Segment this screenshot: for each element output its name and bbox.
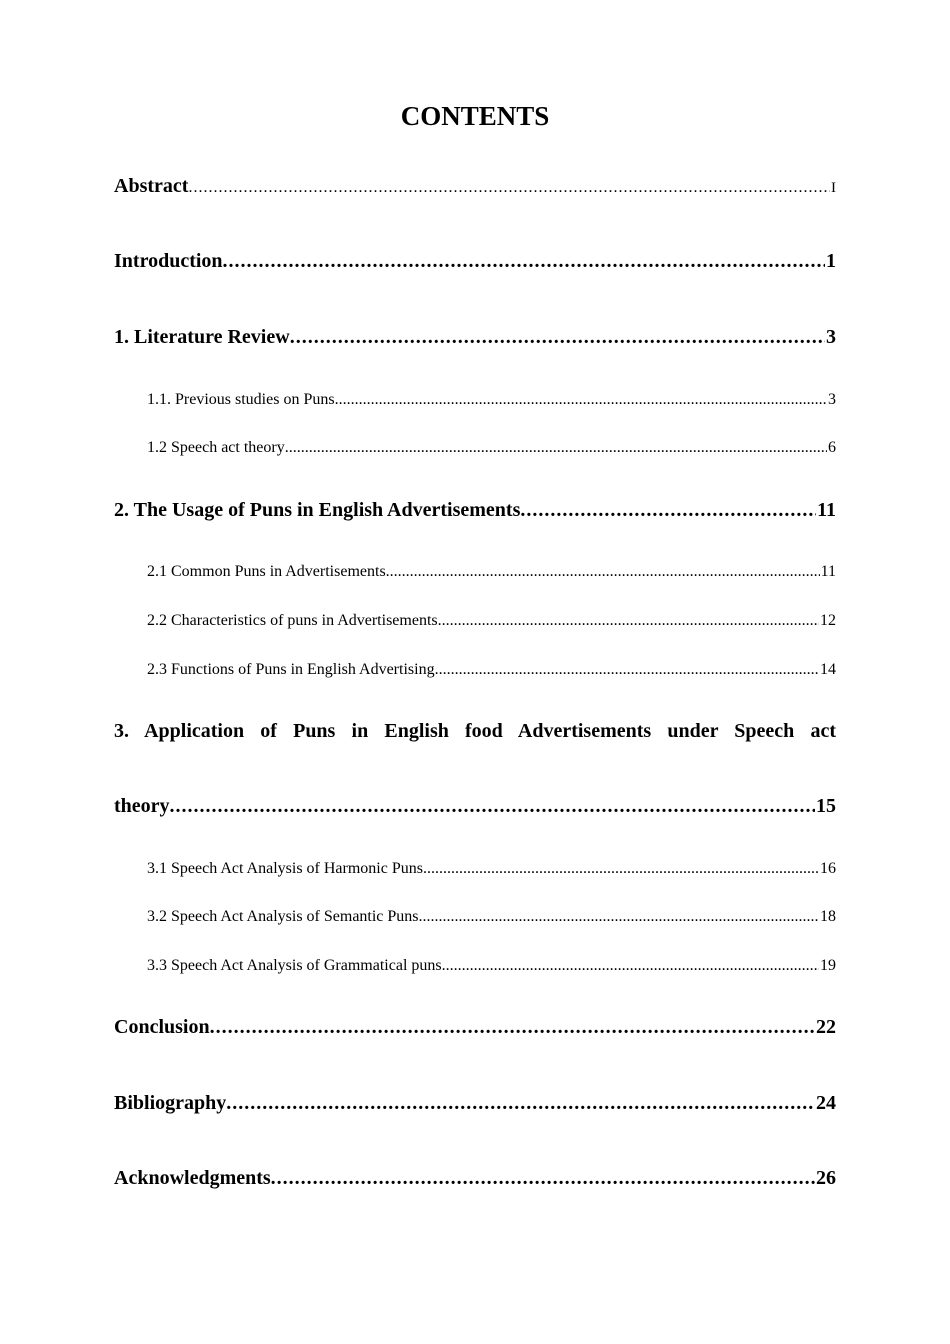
toc-page-number: 12	[820, 612, 836, 629]
toc-page-number: 24	[816, 1092, 836, 1114]
dot-leader	[435, 659, 819, 681]
dot-leader	[386, 561, 820, 583]
toc-entry-label: 2.2 Characteristics of puns in Advertisements	[147, 612, 438, 629]
toc-page-number: 3	[828, 391, 836, 408]
toc-entry-2-1[interactable]	[147, 561, 836, 583]
toc-entry-2-3[interactable]	[147, 659, 836, 681]
dot-leader	[438, 610, 819, 632]
toc-entry-conclusion[interactable]	[114, 1014, 836, 1040]
toc-page-number: 18	[820, 908, 836, 925]
toc-entry-label: 2. The Usage of Puns in English Advertisements	[114, 499, 521, 521]
toc-page-number: 11	[817, 499, 836, 521]
page-title: CONTENTS	[400, 101, 550, 131]
toc-entry-application-line1[interactable]: 3. Application of Puns in English food Advertisements under Speech act	[114, 720, 836, 742]
toc-page-number: 19	[820, 957, 836, 974]
toc-entry-label: 3.1 Speech Act Analysis of Harmonic Puns	[147, 860, 423, 877]
dot-leader	[290, 324, 825, 350]
toc-entry-label: 3.2 Speech Act Analysis of Semantic Puns	[147, 908, 419, 925]
toc-entry-label: 1. Literature Review	[114, 326, 290, 348]
toc-entry-introduction[interactable]	[114, 248, 836, 274]
dot-leader	[210, 1014, 815, 1040]
toc-entry-label: Conclusion	[114, 1016, 210, 1038]
toc-entry-label: 2.3 Functions of Puns in English Advertising	[147, 661, 435, 678]
toc-entry-3-1[interactable]	[147, 858, 836, 880]
dot-leader	[188, 175, 830, 201]
toc-entry-label: Acknowledgments	[114, 1167, 271, 1189]
dot-leader	[223, 248, 825, 274]
dot-leader	[520, 497, 816, 523]
toc-entry-bibliography[interactable]	[114, 1090, 836, 1116]
toc-entry-label: Introduction	[114, 250, 223, 272]
toc-page-number: 22	[816, 1016, 836, 1038]
dot-leader	[335, 389, 827, 411]
toc-entry-application[interactable]	[114, 793, 836, 819]
dot-leader	[423, 858, 819, 880]
toc-page-number: I	[831, 180, 836, 196]
toc-entry-label: 3.3 Speech Act Analysis of Grammatical puns	[147, 957, 442, 974]
dot-leader	[442, 955, 819, 977]
dot-leader	[271, 1165, 815, 1191]
toc-entry-3-3[interactable]	[147, 955, 836, 977]
dot-leader	[226, 1090, 815, 1116]
toc-page-number: 6	[828, 439, 836, 456]
toc-entry-acknowledgments[interactable]	[114, 1165, 836, 1191]
toc-page-number: 16	[820, 860, 836, 877]
toc-page-number: 1	[826, 250, 836, 272]
toc-entry-1-2[interactable]	[147, 437, 836, 459]
toc-entry-1-1[interactable]	[147, 389, 836, 411]
toc-page-number: 14	[820, 661, 836, 678]
toc-page-number: 11	[820, 563, 836, 580]
dot-leader	[170, 793, 815, 819]
toc-entry-usage-of-puns[interactable]	[114, 497, 836, 523]
toc-page-number: 15	[816, 795, 836, 817]
toc-entry-label: 1.1. Previous studies on Puns	[147, 391, 335, 408]
toc-entry-3-2[interactable]	[147, 906, 836, 928]
toc-entry-literature-review[interactable]	[114, 324, 836, 350]
toc-page-number: 26	[816, 1167, 836, 1189]
toc-entry-2-2[interactable]	[147, 610, 836, 632]
dot-leader	[285, 437, 827, 459]
toc-entry-label: theory	[114, 795, 170, 817]
dot-leader	[419, 906, 819, 928]
toc-page-number: 3	[826, 326, 836, 348]
toc-entry-label: Abstract	[114, 175, 189, 197]
toc-entry-label: 1.2 Speech act theory	[147, 439, 285, 456]
toc-entry-abstract[interactable]	[114, 173, 836, 201]
toc-entry-label: Bibliography	[114, 1092, 227, 1114]
toc-entry-label: 2.1 Common Puns in Advertisements	[147, 563, 386, 580]
